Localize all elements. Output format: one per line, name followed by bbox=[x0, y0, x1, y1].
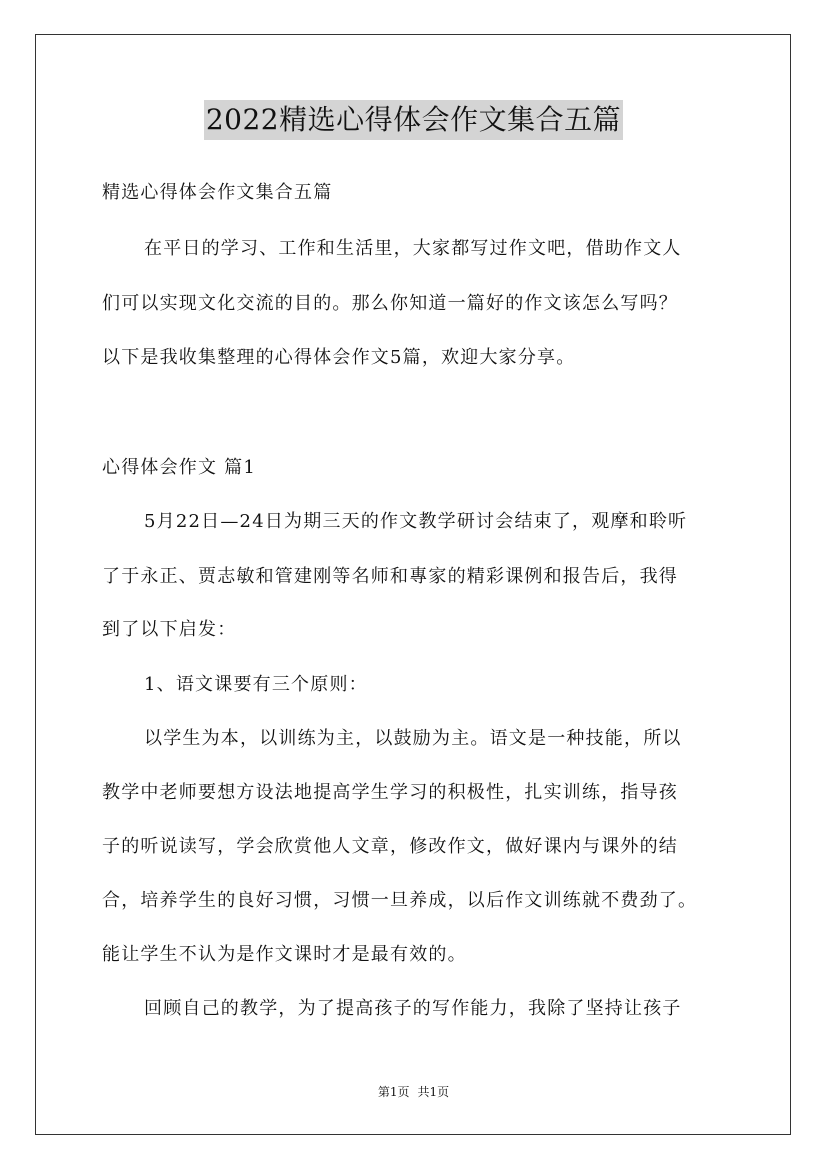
paragraph-1-line-3: 到了以下启发： bbox=[102, 619, 237, 640]
section-heading: 心得体会作文 篇1 bbox=[102, 457, 256, 478]
page-total: 共1页 bbox=[417, 1085, 450, 1099]
paragraph-2-line-1: 以学生为本，以训练为主，以鼓励为主。语文是一种技能，所以 bbox=[144, 728, 682, 749]
paragraph-2-line-3: 子的听说读写，学会欣赏他人文章，修改作文，做好课内与课外的结 bbox=[102, 836, 678, 857]
page-number: 第1页 bbox=[377, 1085, 410, 1099]
paragraph-1-line-1: 5月22日—24日为期三天的作文教学研讨会结束了，观摩和聆听 bbox=[144, 511, 688, 532]
paragraph-3-line-1: 回顾自己的教学，为了提高孩子的写作能力，我除了坚持让孩子 bbox=[144, 998, 682, 1019]
intro-line-2: 们可以实现文化交流的目的。那么你知道一篇好的作文该怎么写吗？ bbox=[102, 293, 678, 314]
page-footer bbox=[0, 1084, 827, 1100]
point-1: 1、语文课要有三个原则： bbox=[144, 674, 368, 695]
intro-line-1: 在平日的学习、工作和生活里，大家都写过作文吧，借助作文人 bbox=[144, 238, 682, 259]
paragraph-2-line-5: 能让学生不认为是作文课时才是最有效的。 bbox=[102, 944, 467, 965]
title-container bbox=[0, 100, 827, 140]
document-title: 2022精选心得体会作文集合五篇 bbox=[204, 100, 623, 140]
paragraph-2-line-2: 教学中老师要想方设法地提高学生学习的积极性，扎实训练，指导孩 bbox=[102, 782, 678, 803]
intro-line-3: 以下是我收集整理的心得体会作文5篇，欢迎大家分享。 bbox=[102, 347, 576, 368]
paragraph-1-line-2: 了于永正、贾志敏和管建刚等名师和專家的精彩课例和报告后，我得 bbox=[102, 566, 678, 587]
paragraph-2-line-4: 合，培养学生的良好习惯，习惯一旦养成，以后作文训练就不费劲了。 bbox=[102, 890, 698, 911]
document-subtitle: 精选心得体会作文集合五篇 bbox=[102, 182, 333, 203]
